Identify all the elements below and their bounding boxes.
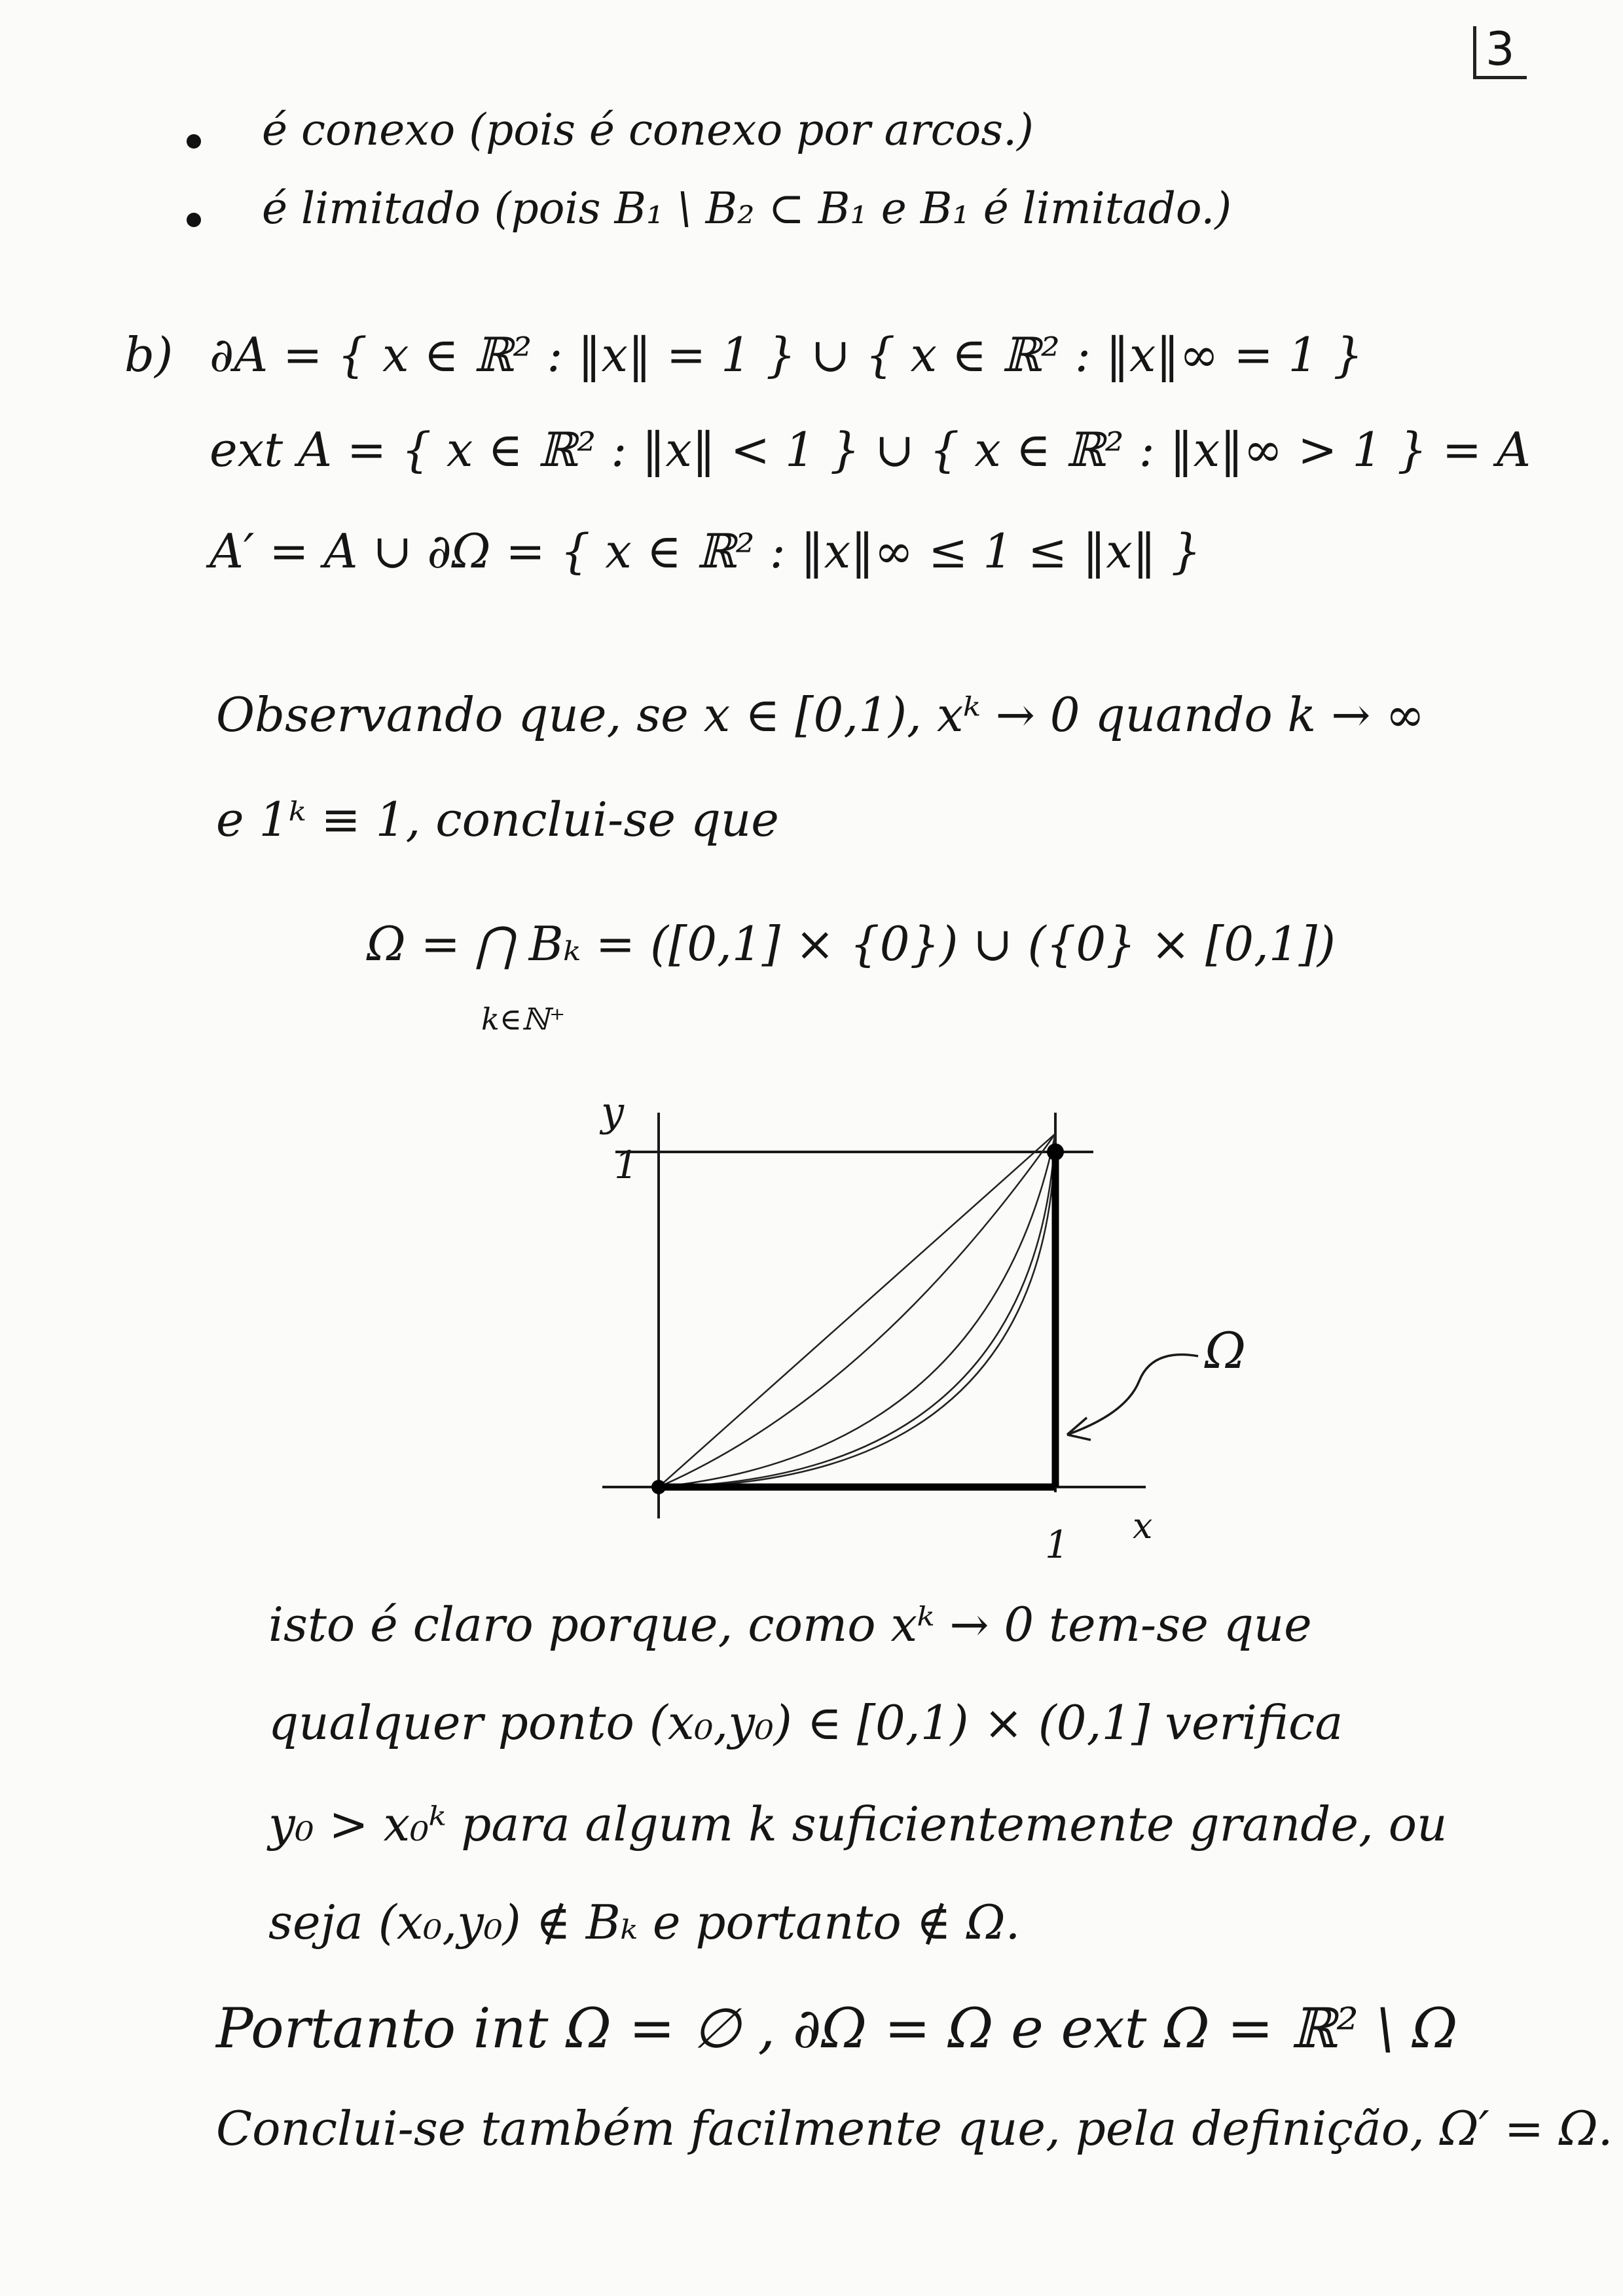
curve-k1	[659, 1134, 1055, 1487]
bullet-connected: é conexo (pois é conexo por arcos.)	[262, 105, 1034, 155]
conclusion-line-2: Conclui-se também facilmente que, pela definição, Ω′ = Ω.	[216, 2101, 1613, 2156]
observation-line-2: e 1ᵏ ≡ 1, conclui-se que	[216, 792, 779, 847]
x-axis-label: x	[1133, 1505, 1153, 1547]
exterior-equation: ext A = { x ∈ ℝ² : ‖x‖ < 1 } ∪ { x ∈ ℝ² : ‖x‖∞ > 1 } = A	[210, 422, 1531, 477]
explanation-line-1: isto é claro porque, como xᵏ → 0 tem-se que	[268, 1597, 1312, 1652]
explanation-line-2: qualquer ponto (x₀,y₀) ∈ [0,1) × (0,1] verifica	[268, 1695, 1343, 1750]
bullet-bounded: é limitado (pois B₁ \ B₂ ⊂ B₁ e B₁ é limitado.)	[262, 183, 1232, 234]
corner-point	[1047, 1143, 1064, 1160]
part-b-label: b)	[124, 327, 173, 382]
bullet-dot	[187, 134, 201, 149]
omega-sketch	[563, 1086, 1283, 1623]
origin-point	[651, 1480, 666, 1494]
explanation-line-4: seja (x₀,y₀) ∉ Bₖ e portanto ∉ Ω.	[268, 1895, 1021, 1950]
derived-set-equation: A′ = A ∪ ∂Ω = { x ∈ ℝ² : ‖x‖∞ ≤ 1 ≤ ‖x‖ }	[210, 524, 1201, 579]
omega-arrowhead	[1067, 1418, 1091, 1440]
omega-label: Ω	[1205, 1321, 1247, 1380]
observation-line-1: Observando que, se x ∈ [0,1), xᵏ → 0 quando k → ∞	[216, 687, 1425, 742]
boundary-equation: ∂A = { x ∈ ℝ² : ‖x‖ = 1 } ∪ { x ∈ ℝ² : ‖x‖∞ = 1 }	[210, 327, 1364, 382]
explanation-line-3: y₀ > x₀ᵏ para algum k suficientemente grande, ou	[268, 1797, 1448, 1852]
y-tick-label: 1	[614, 1143, 638, 1187]
conclusion-line-1: Portanto int Ω = ∅ , ∂Ω = Ω e ext Ω = ℝ² \ Ω	[216, 1996, 1458, 2060]
page-number: 3	[1473, 26, 1527, 79]
bullet-dot	[187, 213, 201, 227]
omega-equation: Ω = ⋂ Bₖ = ([0,1] × {0}) ∪ ({0} × [0,1])	[367, 916, 1336, 971]
omega-arrow	[1067, 1355, 1198, 1435]
x-tick-label: 1	[1045, 1522, 1069, 1567]
omega-intersection-index: k∈ℕ⁺	[481, 1001, 566, 1037]
y-axis-label: y	[601, 1088, 625, 1136]
